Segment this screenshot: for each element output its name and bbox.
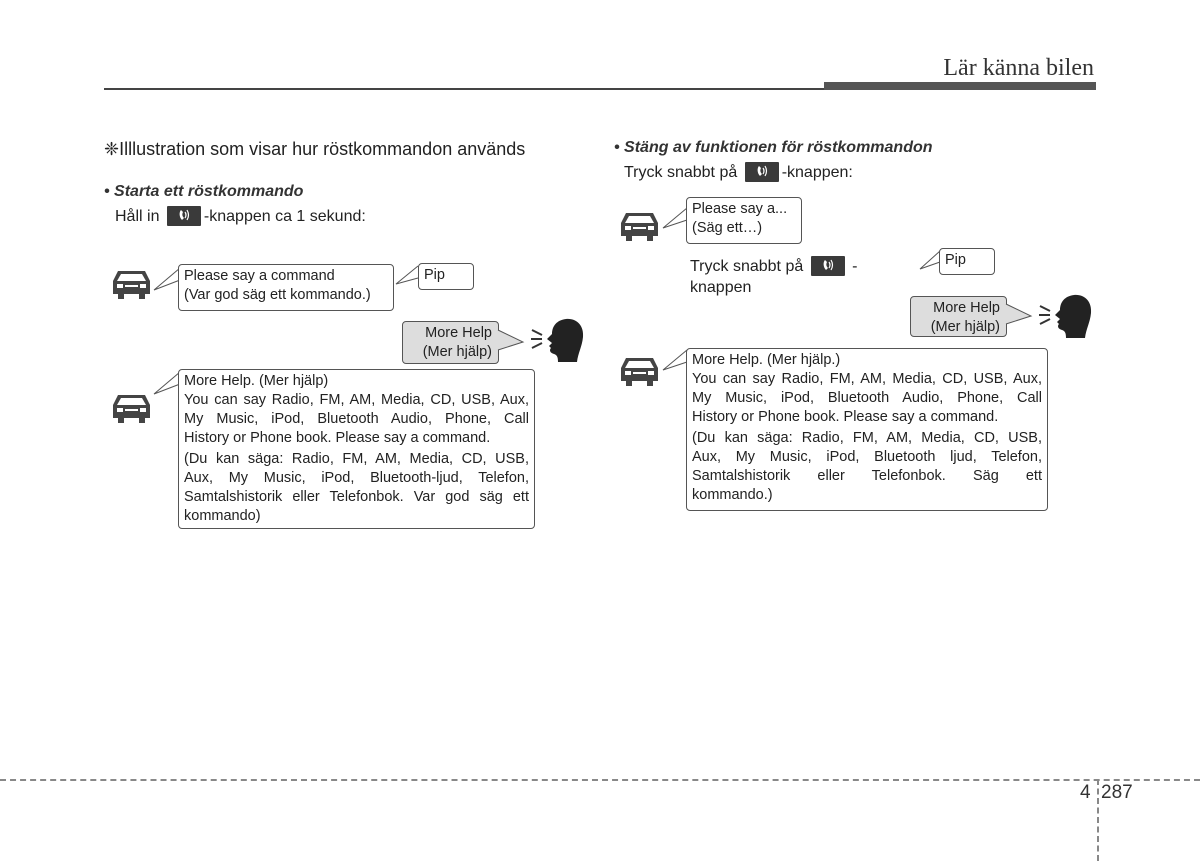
help-line: kommando) xyxy=(184,508,261,524)
system-help-bubble xyxy=(178,369,535,529)
help-line: You can say Radio, FM, AM, Media, CD, USB, Aux, xyxy=(184,392,529,408)
illustration-caption-text: Illlustration som visar hur röstkommandon används xyxy=(119,139,526,159)
help-line: Aux, My Music, iPod, Bluetooth ljud, Telefon, xyxy=(692,449,1042,465)
system-prompt-bubble xyxy=(178,264,394,311)
voice-button-icon xyxy=(167,206,201,226)
car-icon xyxy=(617,355,662,387)
instruction-stop-before: Tryck snabbt på xyxy=(624,164,738,182)
instruction-mid-after: - xyxy=(852,258,858,275)
system-prompt-bubble xyxy=(686,197,802,244)
car-icon xyxy=(109,268,154,300)
user-speech-line: (Mer hjälp) xyxy=(422,344,492,360)
voice-button-icon xyxy=(811,256,845,276)
system-prompt-line: Please say a command xyxy=(184,268,335,284)
voice-button-icon xyxy=(745,162,779,182)
help-line: Samtalshistorik eller Telefonbok. Var god säg ett xyxy=(184,489,529,505)
speaking-person-icon xyxy=(530,317,585,363)
system-help-bubble xyxy=(686,348,1048,511)
help-heading: More Help. (Mer hjälp.) xyxy=(692,352,841,368)
car-icon xyxy=(617,210,662,242)
help-line: My Music, iPod, Bluetooth Audio, Phone, Call xyxy=(184,411,529,427)
section-title-stop: • Stäng av funktionen för röstkommandon xyxy=(614,139,933,156)
pip-text: Pip xyxy=(945,252,966,268)
note-symbol-icon: ❈ xyxy=(104,139,120,159)
speaking-person-icon xyxy=(1038,293,1093,339)
instruction-mid-before: Tryck snabbt på xyxy=(690,258,804,275)
help-line: History or Phone book. Please say a command. xyxy=(692,409,999,425)
header-rule xyxy=(104,88,824,90)
instruction-start-after: -knappen ca 1 sekund: xyxy=(203,208,366,226)
help-line: My Music, iPod, Bluetooth Audio, Phone, Call xyxy=(692,390,1042,406)
pip-text: Pip xyxy=(424,267,445,283)
help-heading: More Help. (Mer hjälp) xyxy=(184,373,329,389)
bubble-tail xyxy=(661,206,689,234)
instruction-start-before: Håll in xyxy=(115,208,160,226)
footer-divider xyxy=(0,779,1200,781)
section-title-start: • Starta ett röstkommando xyxy=(104,183,304,200)
bubble-tail xyxy=(497,328,525,354)
help-line: (Du kan säga: Radio, FM, AM, Media, CD, USB, xyxy=(692,430,1042,446)
system-prompt-line: (Var god säg ett kommando.) xyxy=(184,287,371,303)
instruction-stop-after: -knappen: xyxy=(781,164,853,182)
illustration-caption xyxy=(104,139,525,160)
bubble-tail xyxy=(661,348,689,376)
system-prompt-line: Please say a... xyxy=(692,201,788,217)
chapter-number: 4 xyxy=(1080,782,1091,803)
bubble-tail xyxy=(1005,302,1033,328)
user-speech-line: (Mer hjälp) xyxy=(930,319,1000,335)
help-line: You can say Radio, FM, AM, Media, CD, USB, Aux, xyxy=(692,371,1042,387)
pip-bubble xyxy=(418,263,474,290)
bubble-tail xyxy=(394,264,420,290)
header-rule-accent xyxy=(824,82,1096,90)
footer-divider-vertical xyxy=(1097,779,1099,861)
help-line: History or Phone book. Please say a command. xyxy=(184,430,491,446)
system-prompt-line: (Säg ett…) xyxy=(692,220,763,236)
user-speech-line: More Help xyxy=(425,325,492,341)
help-line: Samtalshistorik eller Telefonbok. Säg ett xyxy=(692,468,1042,484)
instruction-stop xyxy=(624,163,853,183)
user-speech-line: More Help xyxy=(933,300,1000,316)
user-speech-bubble xyxy=(910,296,1007,337)
user-speech-bubble xyxy=(402,321,499,364)
help-line: kommando.) xyxy=(692,487,773,503)
pip-bubble xyxy=(939,248,995,275)
help-line: (Du kan säga: Radio, FM, AM, Media, CD, USB, xyxy=(184,451,529,467)
instruction-start xyxy=(115,207,366,227)
page-number: 287 xyxy=(1101,782,1133,803)
instruction-mid-line2: knappen xyxy=(690,279,752,296)
page-header-title: Lär känna bilen xyxy=(943,55,1094,81)
help-line: Aux, My Music, iPod, Bluetooth-ljud, Telefon, xyxy=(184,470,529,486)
instruction-stop-mid xyxy=(690,256,857,298)
car-icon xyxy=(109,392,154,424)
